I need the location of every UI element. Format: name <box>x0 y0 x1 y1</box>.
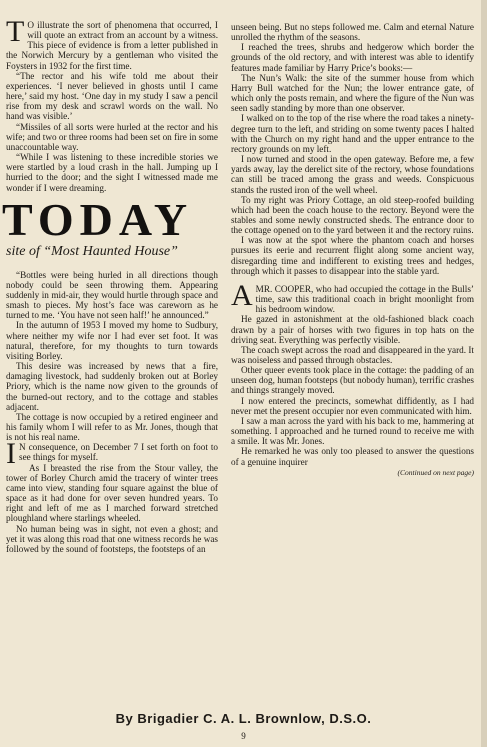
page-edge <box>481 0 487 747</box>
paragraph-text: In the autumn of 1953 I moved my home to Sudbury, where neither my wife nor I had ever set foot. It was natural, therefore, for my thoughts to turn towards visiting Borley. <box>6 320 218 361</box>
paragraph-text: MR. COOPER, who had occupied the cottage in the Bulls’ time, saw this traditional coach in bright moonlight from his bedroom window. <box>255 283 474 315</box>
paragraph-text: The Nun’s Walk: the site of the summer house from which Harry Bull watched for the Nun; the lower entrance gate, of which only the posts remain, and where the figure of the Nun was seen sadly standing by more than one observer. <box>231 72 474 114</box>
headline: TODAY <box>2 193 194 245</box>
paragraph-text: No human being was in sight, not even a ghost; and yet it was along this road that one witness records he was followed by the sound of footsteps, the footsteps of an <box>6 523 218 554</box>
paragraph <box>6 437 218 471</box>
paragraph <box>231 446 474 466</box>
paragraph-text: To my right was Priory Cottage, an old steep-roofed building which had been the coach house to the rectory. Beyond were the stables and some newly constructed sheds. The entrance door to the cottage opened on to the yard between it and the rectory ruins. <box>231 194 474 236</box>
paragraph <box>231 113 474 154</box>
continued-note: (Continued on next page) <box>397 467 474 477</box>
paragraph <box>6 524 218 554</box>
paragraph-text: I now turned and stood in the open gateway. Before me, a few yards away, lay the derelict site of the rectory, whose foundations can still be traced among the grass and weeds. Conspicuous stands the rusted iron of the well wheel. <box>231 154 474 195</box>
paragraph-text: The cottage is now occupied by a retired engineer and his family whom I will refer to as Mr. Jones, though that is not his real name. <box>6 411 218 443</box>
paragraph <box>231 42 474 72</box>
paragraph-text: I now entered the precincts, somewhat diffidently, as I had never met the present occupier nor even communicated with him. <box>231 395 474 416</box>
paragraph <box>6 122 218 152</box>
paragraph-text: unseen being. But no steps followed me. Calm and eternal Nature unrolled the rhythm of the seasons. <box>231 22 474 43</box>
paragraph <box>6 412 218 442</box>
page-number: 9 <box>241 731 246 741</box>
paragraph <box>231 73 474 114</box>
subheading: site of “Most Haunted House” <box>6 243 178 259</box>
paragraph <box>6 361 218 412</box>
paragraph-text: This desire was increased by news that a fire, damaging livestock, had suddenly broken out at Borley Priory, which is the name now given to the grounds of the burned-out rectory, and to the cottage and stables adjacent. <box>6 361 218 412</box>
paragraph-text: I walked on to the top of the rise where the road takes a ninety-degree turn to the left, and striding on some twenty paces I halted with the Church on my right hand and the upper entrance to the rectory grounds on my left. <box>231 113 474 154</box>
right-column-continuation <box>231 278 474 467</box>
right-column-body <box>231 22 474 276</box>
paragraph-text: N consequence, on December 7 I set forth on foot to see things for myself. <box>19 442 218 463</box>
paragraph-text: Other queer events took place in the cottage: the padding of an unseen dog, human footsteps (but nobody human), terrific crashes and things strangely moved. <box>231 365 474 396</box>
right-column <box>231 22 474 478</box>
paragraph <box>231 235 474 276</box>
drop-cap: T <box>6 15 25 48</box>
paragraph <box>6 463 218 524</box>
paragraph-text: The coach swept across the road and disappeared in the yard. It was noiseless and passed through obstacles. <box>231 344 474 365</box>
paragraph-text: I reached the trees, shrubs and hedgerow which border the grounds of the old rectory, and with interest was able to identify features made familiar by Harry Price’s books:— <box>231 42 474 73</box>
paragraph <box>231 314 474 344</box>
paragraph-text: O illustrate the sort of phenomena that occurred, I will quote an extract from an account by a witness. This piece of evidence is from a letter published in the Norwich Mercury by a gentleman who visited the Foysters in 1932 for the first time. <box>6 20 218 71</box>
paragraph <box>6 15 218 71</box>
byline: By Brigadier C. A. L. Brownlow, D.S.O. <box>115 711 372 726</box>
paragraph-text: “The rector and his wife told me about their experiences. ‘I never believed in ghosts until I came here,’ said my host. ‘One day in my study I saw a pencil rise from my desk and scrawl words on the wall. No hand was visible.’ <box>6 70 218 122</box>
paragraph <box>231 195 474 236</box>
paragraph-text: I saw a man across the yard with his back to me, hammering at something. I approached and he turned round to receive me with a smile. It was Mr. Jones. <box>231 415 474 447</box>
paragraph <box>231 345 474 365</box>
paragraph <box>6 320 218 361</box>
paragraph <box>231 365 474 395</box>
left-column-body <box>6 270 218 554</box>
paragraph <box>6 71 218 122</box>
paragraph-text: I was now at the spot where the phantom coach and horses pursues its eerie and recurrent flight along some ancient way, disregarding time and indifferent to existing trees and hedges, through which it passes to disappear into the stable yard. <box>231 235 474 276</box>
paragraph <box>231 22 474 42</box>
paragraph <box>231 154 474 195</box>
paragraph-text: He gazed in astonishment at the old-fashioned black coach drawn by a pair of horses with two figures in top hats on the driving seat. Everything was perfectly visible. <box>231 314 474 345</box>
paragraph-text: He remarked he was only too pleased to answer the questions of a genuine inquirer <box>231 446 474 467</box>
paragraph <box>6 270 218 321</box>
paragraph-text: “Missiles of all sorts were hurled at the rector and his wife; and two or three rooms had been set on fire in some unaccountable way. <box>6 121 218 152</box>
drop-cap: I <box>6 437 16 471</box>
paragraph <box>231 278 474 315</box>
paragraph-text: “While I was listening to these incredible stories we were startled by a loud crash in the hall. Jumping up I hurried to the door; and the sight I witnessed made me wonder if I were dreaming. <box>6 152 218 193</box>
paragraph <box>231 416 474 446</box>
paragraph <box>231 396 474 416</box>
paragraph-text: As I breasted the rise from the Stour valley, the tower of Borley Church amid the tracery of winter trees came into view, standing four square against the blue of space as it had done for over seven hundred years. To right and left of me as I marched forward stretched ploughland where starlings wheeled. <box>6 462 218 524</box>
left-column-intro <box>6 15 218 193</box>
left-column <box>2 15 218 554</box>
drop-cap: A <box>231 278 253 312</box>
paragraph <box>6 152 218 193</box>
paragraph-text: “Bottles were being hurled in all directions though nobody could be seen throwing them. Appearing suddenly in mid-air, they would hurtle through space and smash to pieces. My host’s face was careworn as he turned to me. ‘You have not seen half!’ he announced.” <box>6 269 218 321</box>
